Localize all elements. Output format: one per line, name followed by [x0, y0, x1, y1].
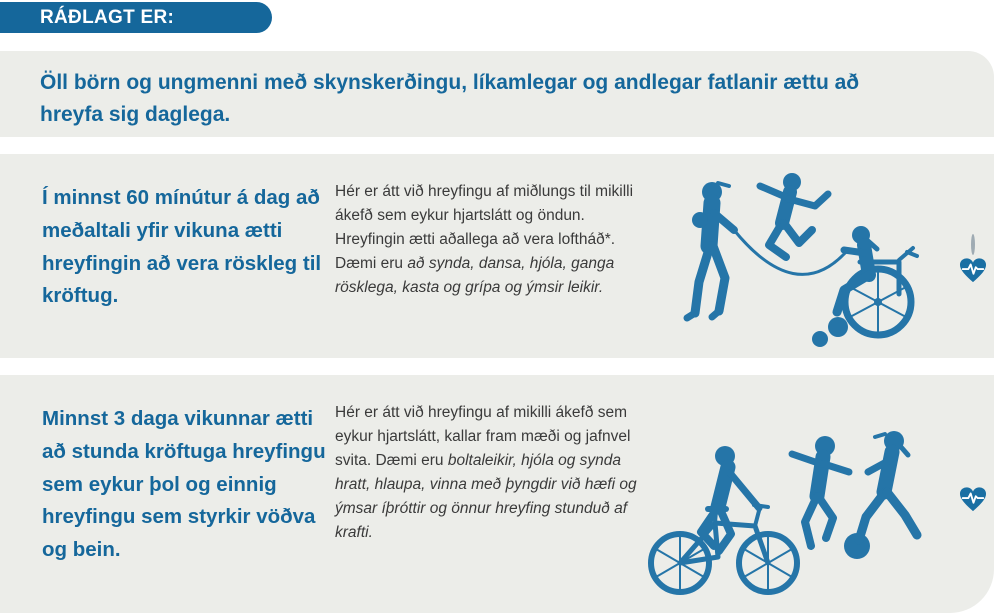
cycling-ball-play-illustration: [628, 405, 928, 605]
section-heading: Minnst 3 daga vikunnar ætti að stunda kröftuga hreyfingu sem eykur þol og einnig hreyfingu sem styrkir vöðva og bein.: [42, 407, 326, 562]
section-body-examples: að synda, dansa, hjóla, ganga rösklega, kasta og grípa og ýmsir leikir.: [335, 255, 615, 297]
recommendation-section-daily-60-min: [0, 154, 994, 358]
section-body-examples: boltaleikir, hjóla og synda hratt, hlaupa, vinna með þyngdir við hæfi og ýmsar íþróttir og önnur hreyfing stunduð af krafti.: [335, 452, 637, 542]
intro-section: [0, 51, 994, 137]
intensity-dots: [971, 236, 975, 254]
section-body-regular: Hér er átt við hreyfingu af miðlungs til mikilli ákefð sem eykur hjartslátt og öndun. Hreyfingin ætti aðallega að vera loftháð*. Dæmi eru: [335, 183, 634, 273]
intensity-indicator: [961, 483, 985, 513]
heart-pulse-icon: [958, 257, 988, 284]
intensity-indicator: [961, 236, 985, 284]
section-heading: Í minnst 60 mínútur á dag að meðaltali yfir vikuna ætti hreyfingin að vera röskleg til kröftug.: [42, 186, 322, 308]
header-badge-label: RÁÐLAGT ER:: [40, 6, 175, 28]
header-badge: [0, 2, 272, 33]
heart-pulse-icon: [958, 486, 988, 513]
intro-text: Öll börn og ungmenni með skynskerðingu, líkamlegar og andlegar fatlanir ættu að hreyfa sig daglega.: [40, 71, 860, 126]
jump-rope-wheelchair-illustration: [668, 166, 938, 356]
section-body: [335, 401, 649, 545]
recommendation-section-3-days-vigorous: [0, 375, 994, 613]
intensity-dot-outline: [971, 234, 975, 255]
section-body: [335, 180, 643, 300]
section-body-regular: Hér er átt við hreyfingu af mikilli ákefð sem eykur hjartslátt, kallar fram mæði og jafnvel svita. Dæmi eru: [335, 404, 631, 470]
